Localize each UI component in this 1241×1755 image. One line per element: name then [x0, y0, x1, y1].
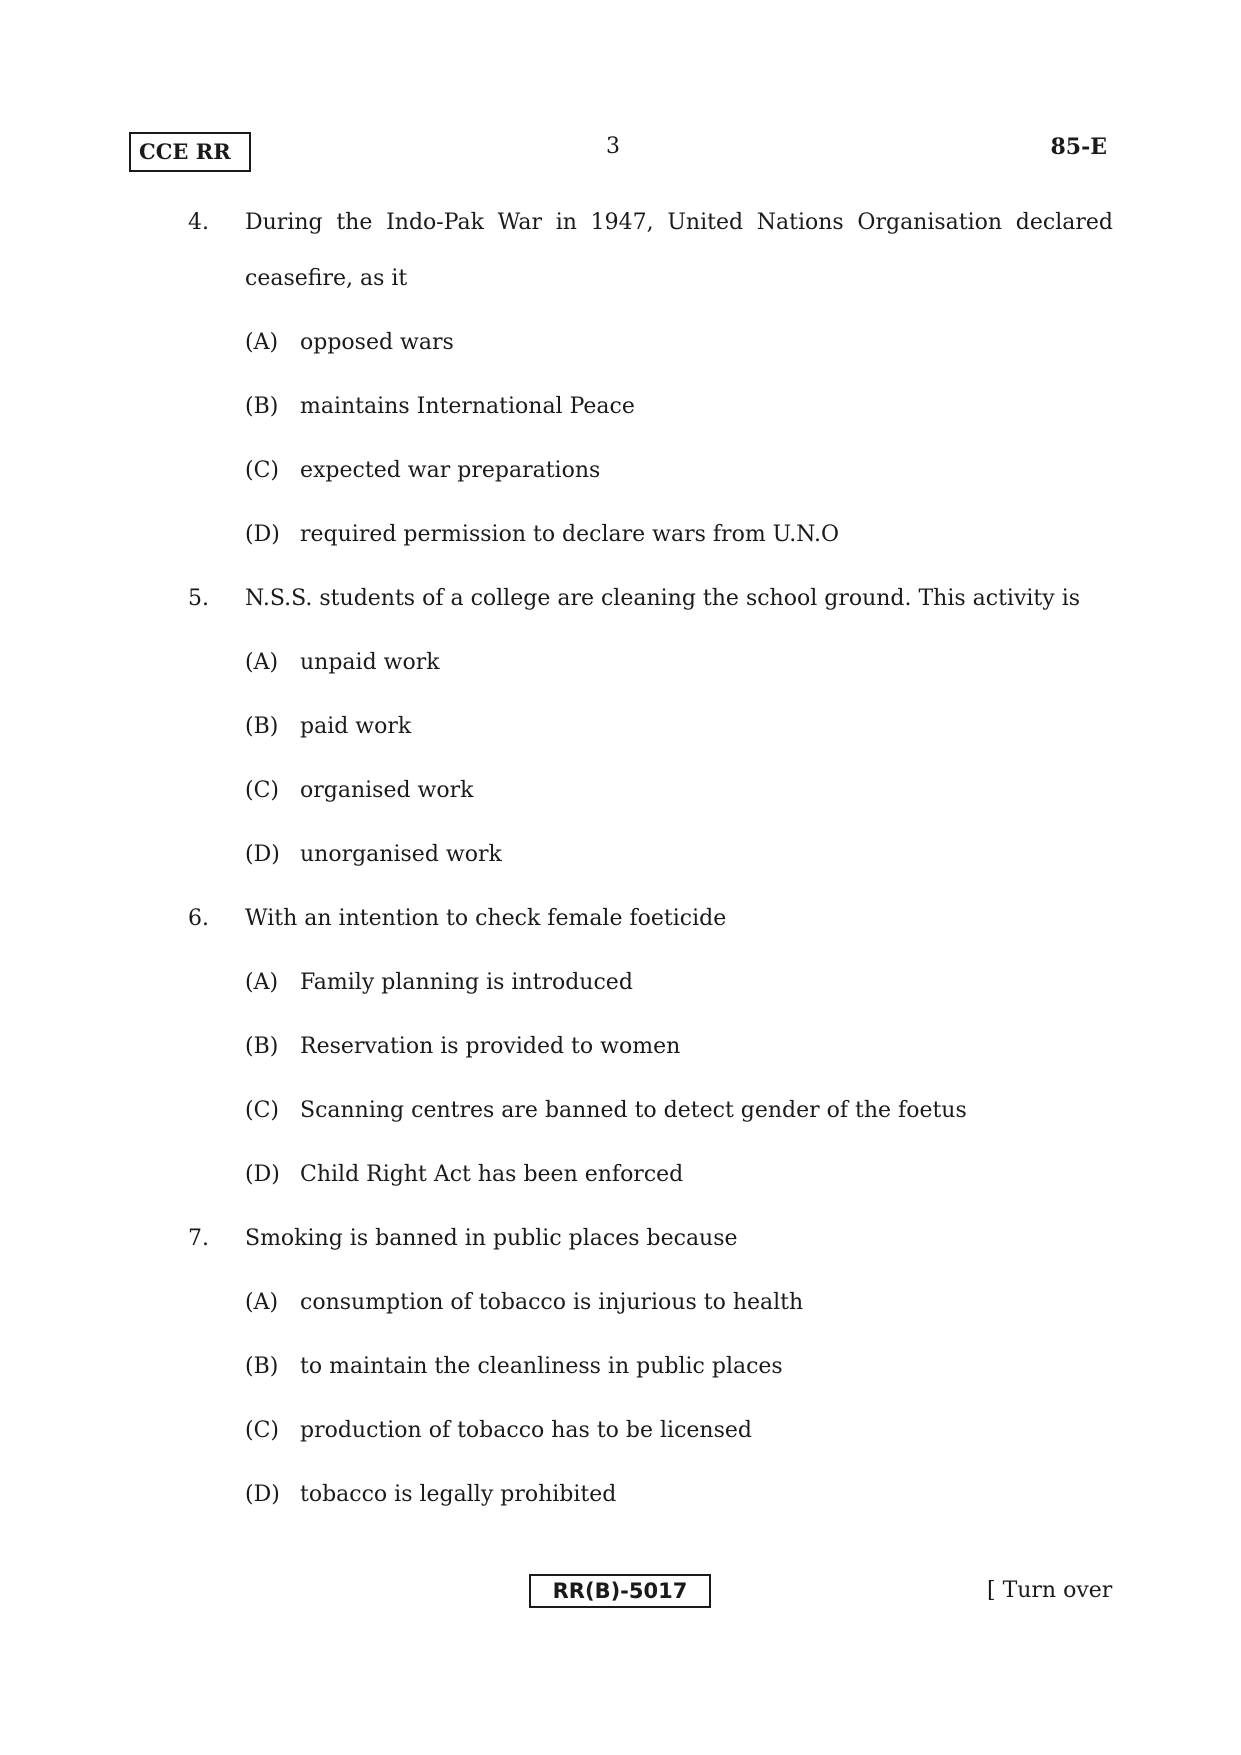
option-letter: (A) — [245, 1290, 279, 1315]
option-letter: (C) — [245, 1418, 279, 1443]
question-number: 7. — [188, 1226, 209, 1251]
option-text: to maintain the cleanliness in public places — [300, 1354, 783, 1379]
option-letter: (A) — [245, 650, 279, 675]
page-number: 3 — [606, 134, 620, 159]
turn-over-note: [ Turn over — [987, 1578, 1113, 1603]
option-letter: (B) — [245, 1034, 279, 1059]
paper-code: 85-E — [1050, 134, 1107, 160]
option-text: paid work — [300, 714, 412, 739]
option-letter: (D) — [245, 1162, 280, 1187]
option-text: Reservation is provided to women — [300, 1034, 681, 1059]
option-letter: (B) — [245, 394, 279, 419]
question-text: Smoking is banned in public places because — [245, 1226, 738, 1251]
option-letter: (C) — [245, 458, 279, 483]
option-text: Child Right Act has been enforced — [300, 1162, 684, 1187]
question-text: N.S.S. students of a college are cleaning the school ground. This activity is — [245, 586, 1081, 611]
option-text: Scanning centres are banned to detect gender of the foetus — [300, 1098, 967, 1123]
option-text: required permission to declare wars from U.N.O — [300, 522, 840, 547]
question-number: 6. — [188, 906, 209, 931]
question-text: With an intention to check female foeticide — [245, 906, 727, 931]
option-letter: (A) — [245, 970, 279, 995]
option-text: production of tobacco has to be licensed — [300, 1418, 752, 1443]
option-text: maintains International Peace — [300, 394, 635, 419]
option-letter: (D) — [245, 1482, 280, 1507]
option-text: consumption of tobacco is injurious to health — [300, 1290, 804, 1315]
option-letter: (C) — [245, 778, 279, 803]
option-letter: (D) — [245, 522, 280, 547]
option-text: opposed wars — [300, 330, 454, 355]
question-text-continued: ceasefire, as it — [245, 266, 408, 291]
option-letter: (B) — [245, 714, 279, 739]
footer-code-box: RR(B)-5017 — [529, 1574, 711, 1608]
option-text: expected war preparations — [300, 458, 601, 483]
option-letter: (C) — [245, 1098, 279, 1123]
option-text: Family planning is introduced — [300, 970, 633, 995]
question-number: 4. — [188, 210, 209, 235]
question-number: 5. — [188, 586, 209, 611]
question-text: During the Indo-Pak War in 1947, United Nations Organisation declared — [245, 210, 1113, 235]
option-letter: (D) — [245, 842, 280, 867]
option-letter: (B) — [245, 1354, 279, 1379]
option-text: unpaid work — [300, 650, 440, 675]
option-text: tobacco is legally prohibited — [300, 1482, 617, 1507]
header-code-box: CCE RR — [129, 132, 251, 172]
option-text: organised work — [300, 778, 474, 803]
option-text: unorganised work — [300, 842, 502, 867]
option-letter: (A) — [245, 330, 279, 355]
